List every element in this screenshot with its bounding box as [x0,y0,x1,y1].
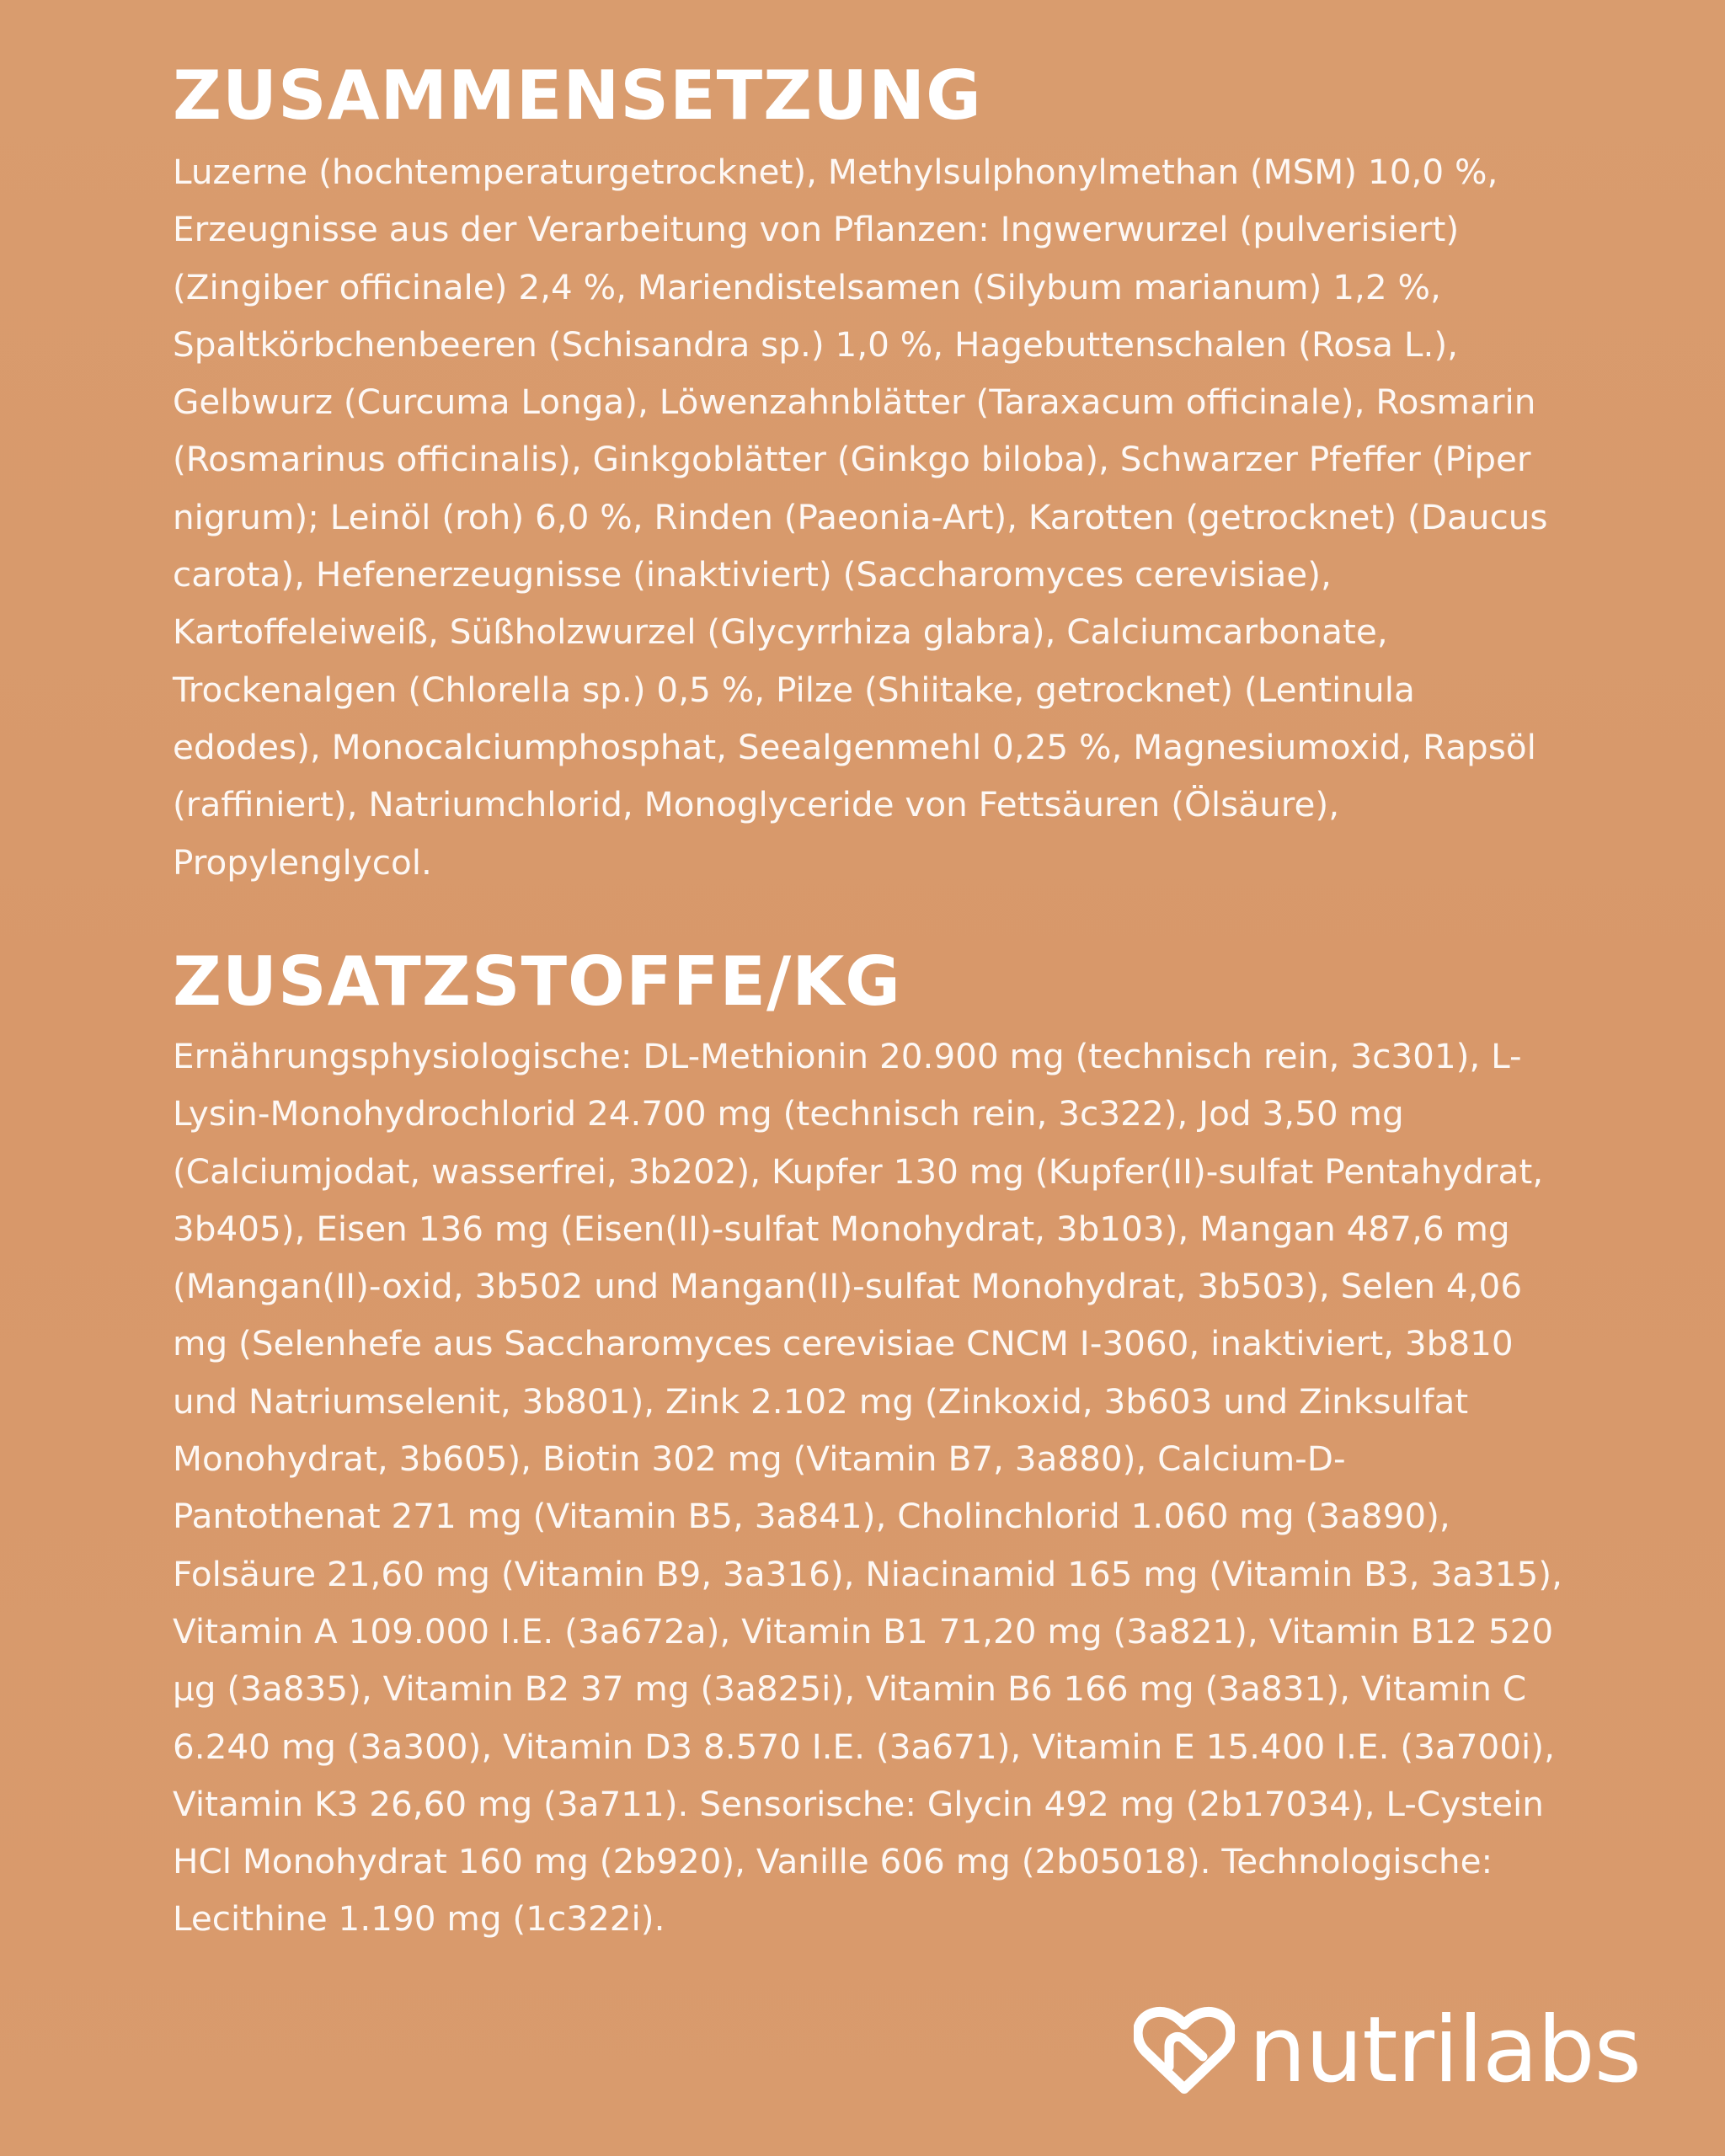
brand-wordmark: nutrilabs [1248,1998,1641,2103]
brand-logo [1134,1998,1641,2103]
heart-n-logo-icon [1134,2004,1235,2097]
additives-text: Ernährungsphysiologische: DL-Methionin 20.900 mg (technisch rein, 3c301), L- Lysin-Monohydrochlorid 24.700 mg (technisch rein, 3c322), Jod 3,50 mg (Calciumjodat, wasserfrei, 3b202), Kupfer 130 mg (Kupfer(II)-sulfat Pentahydrat, 3b405), Eisen 136 mg (Eisen(II)-sulfat Monohydrat, 3b103), Mangan 487,6 mg (Mangan(II)-oxid, 3b502 und Mangan(II)-sulfat Monohydrat, 3b503), Selen 4,06 mg (Selenhefe aus Saccharomyces cerevisiae CNCM I-3060, inaktiviert, 3b810 und Natriumselenit, 3b801), Zink 2.102 mg (Zinkoxid, 3b603 und Zinksulfat Monohydrat, 3b605), Biotin 302 mg (Vitamin B7, 3a880), Calcium-D- Pantothenat 271 mg (Vitamin B5, 3a841), Cholinchlorid 1.060 mg (3a890), Folsäure 21,60 mg (Vitamin B9, 3a316), Niacinamid 165 mg (Vitamin B3, 3a315), Vitamin A 109.000 I.E. (3a672a), Vitamin B1 71,20 mg (3a821), Vitamin B12 520 µg (3a835), Vitamin B2 37 mg (3a825i), Vitamin B6 166 mg (3a831), Vitamin C 6.240 mg (3a300), Vitamin D3 8.570 I.E. (3a671), Vitamin E 15.400 I.E. (3a700i), Vitamin K3 26,60 mg (3a711). Sensorische: Glycin 492 mg (2b17034), L-Cystein HCl Monohydrat 160 mg (2b920), Vanille 606 mg (2b05018). Technologische: Lecithine 1.190 mg (1c322i). [173,1036,1562,1940]
additives-heading: ZUSATZSTOFFE/KG [173,942,901,1021]
additives-section [173,942,1638,1948]
composition-section [173,56,1638,891]
composition-heading: ZUSAMMENSETZUNG [173,56,982,135]
composition-text: Luzerne (hochtemperaturgetrocknet), Methylsulphonylmethan (MSM) 10,0 %, Erzeugnisse aus der Verarbeitung von Pflanzen: Ingwerwurzel (pulverisiert) (Zingiber officinale) 2,4 %, Mariendistelsamen (Silybum marianum) 1,2 %, Spaltkörbchenbeeren (Schisandra sp.) 1,0 %, Hagebuttenschalen (Rosa L.), Gelbwurz (Curcuma Longa), Löwenzahnblätter (Taraxacum officinale), Rosmarin (Rosmarinus officinalis), Ginkgoblätter (Ginkgo biloba), Schwarzer Pfeffer (Piper nigrum); Leinöl (roh) 6,0 %, Rinden (Paeonia-Art), Karotten (getrocknet) (Daucus carota), Hefenerzeugnisse (inaktiviert) (Saccharomyces cerevisiae), Kartoffeleiweiß, Süßholzwurzel (Glycyrrhiza glabra), Calciumcarbonate, Trockenalgen (Chlorella sp.) 0,5 %, Pilze (Shiitake, getrocknet) (Lentinula edodes), Monocalciumphosphat, Seealgenmehl 0,25 %, Magnesiumoxid, Rapsöl (raffiniert), Natriumchlorid, Monoglyceride von Fettsäuren (Ölsäure), Propylenglycol. [173,152,1548,883]
